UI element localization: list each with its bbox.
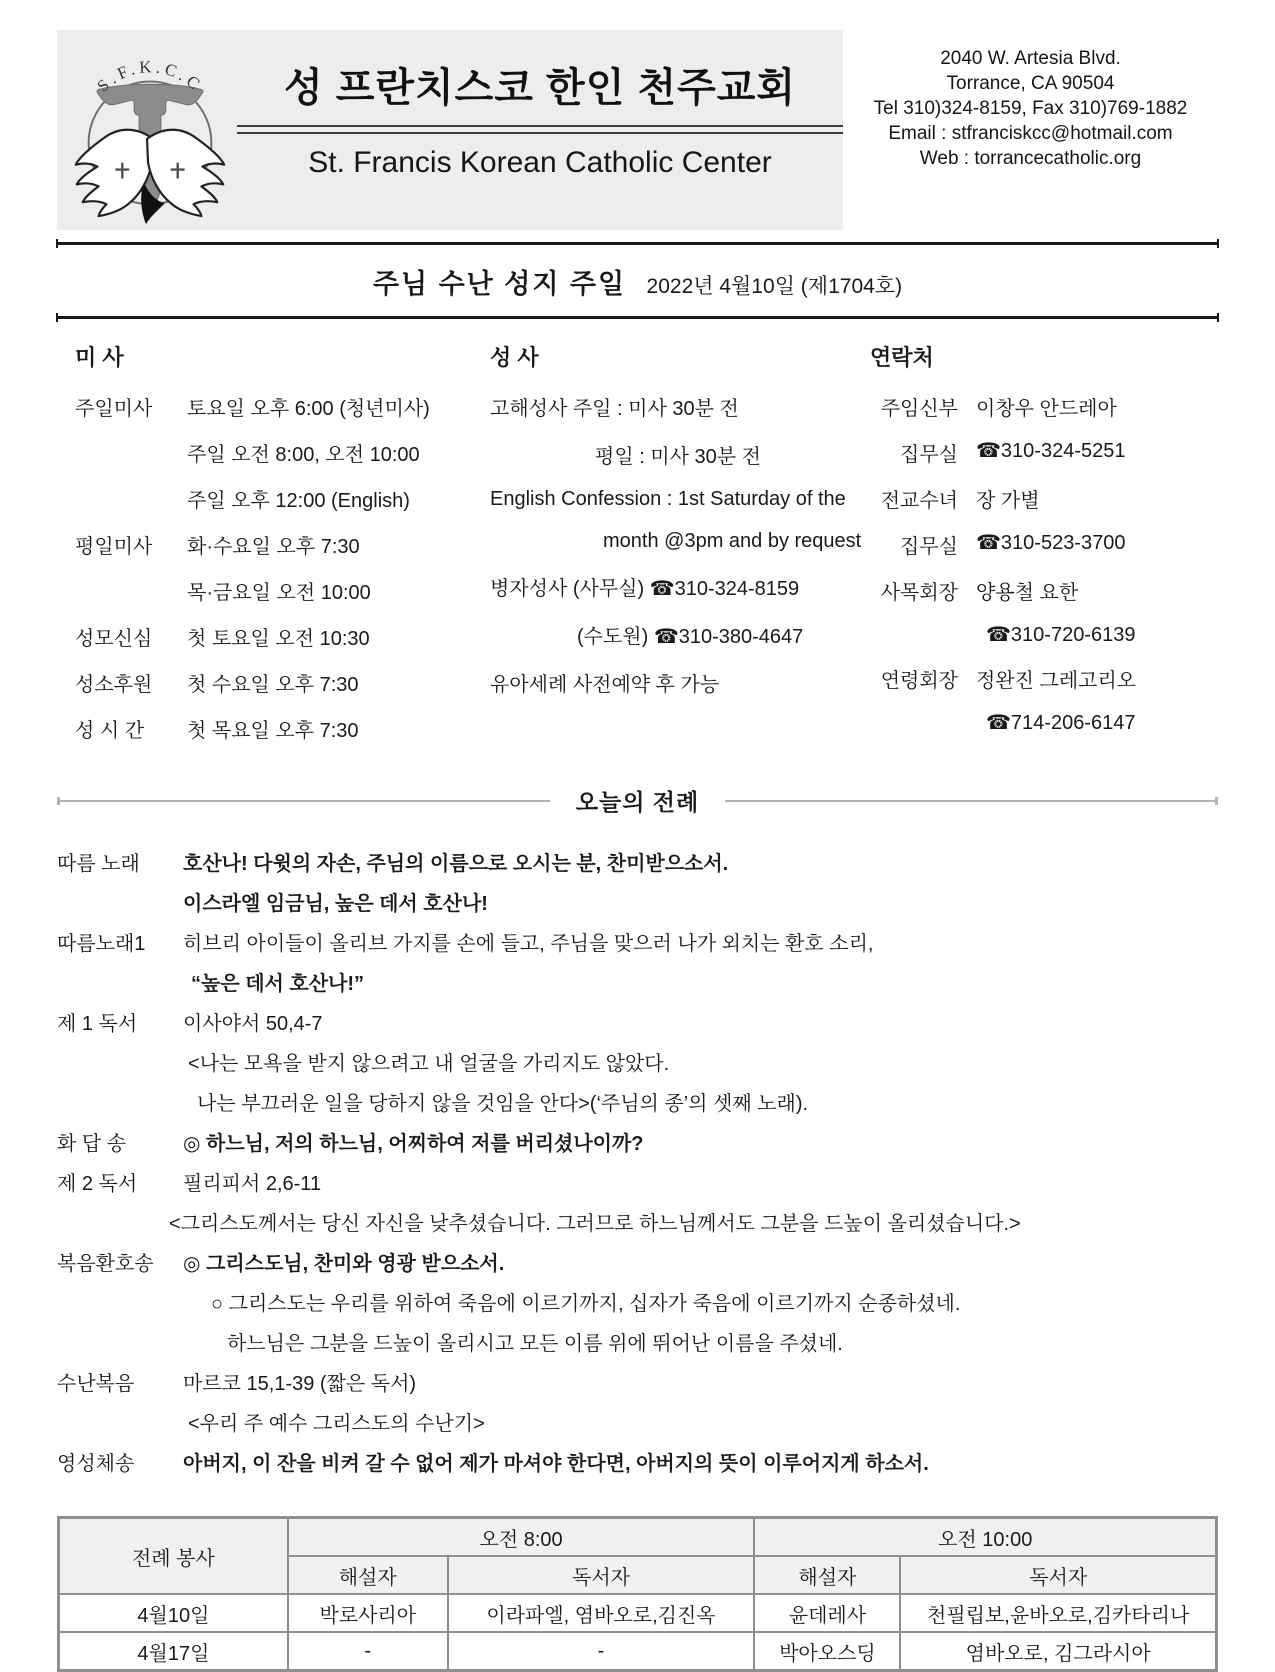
liturgy-text: 이사야서 50,4-7 xyxy=(183,1013,323,1035)
contact-role xyxy=(870,622,958,647)
liturgy-row xyxy=(57,1173,1218,1196)
mass-value: 화·수요일 오후 7:30 xyxy=(187,536,360,558)
web-line: Web : torrancecatholic.org xyxy=(919,148,1142,169)
mass-label: 평일미사 xyxy=(75,536,153,558)
liturgy-label: 따름 노래 xyxy=(57,853,140,875)
liturgy-row xyxy=(57,1133,1218,1156)
corner-header: 전례 봉사 xyxy=(59,1518,288,1595)
liturgy-text: 이스라엘 임금님, 높은 데서 호산나! xyxy=(183,893,488,915)
mass-label xyxy=(75,576,179,605)
contact-role xyxy=(870,710,958,735)
liturgy-row xyxy=(57,933,1218,956)
contact-value: 정완진 그레고리오 xyxy=(976,670,1137,692)
cell: 천필립보,윤바오로,김카타리나 xyxy=(900,1594,1216,1632)
cell: 이라파엘, 염바오로,김진옥 xyxy=(448,1594,755,1632)
mass-row xyxy=(75,622,487,651)
liturgy-label xyxy=(57,1333,183,1356)
liturgy-row xyxy=(57,1453,1218,1476)
liturgy-text: 나는 부끄러운 일을 당하지 않을 것임을 안다>(‘주님의 종’의 셋째 노래). xyxy=(197,1093,809,1115)
title-double-underline xyxy=(237,125,843,134)
liturgy-label xyxy=(57,1213,183,1236)
contacts-heading: 연락처 xyxy=(870,345,934,370)
liturgy-text: <그리스도께서는 당신 자신을 낮추셨습니다. 그러므로 하느님께서도 그분을 드높이 올리셨습니다.> xyxy=(169,1213,1021,1235)
liturgy-row xyxy=(57,1013,1218,1036)
liturgy-label xyxy=(57,1293,183,1316)
contact-value: 양용철 요한 xyxy=(976,582,1079,604)
liturgy-text: ◎ 그리스도님, 찬미와 영광 받으소서. xyxy=(183,1253,505,1275)
table-row xyxy=(59,1632,1217,1671)
contact-role: 연령회장 xyxy=(880,670,958,692)
liturgy-text: 하느님은 그분을 드높이 올리시고 모든 이름 위에 뛰어난 이름을 주셨네. xyxy=(227,1333,843,1355)
liturgy-label: 제 2 독서 xyxy=(57,1173,138,1195)
mass-row xyxy=(75,484,487,513)
liturgy-row xyxy=(57,1093,1218,1116)
mass-label xyxy=(75,484,179,513)
mass-value: 주일 오후 12:00 (English) xyxy=(187,490,410,512)
info-section xyxy=(57,337,1218,760)
liturgy-row xyxy=(57,1053,1218,1076)
liturgy-row xyxy=(57,1373,1218,1396)
church-title-korean: 성 프란치스코 한인 천주교회 xyxy=(283,66,797,110)
mass-row xyxy=(75,530,487,559)
contact-row xyxy=(870,392,1218,421)
mass-heading: 미 사 xyxy=(75,345,124,370)
mass-value: 첫 수요일 오후 7:30 xyxy=(187,674,359,696)
cell: 윤데레사 xyxy=(754,1594,900,1632)
cell: - xyxy=(288,1632,448,1671)
contact-row xyxy=(870,530,1218,559)
liturgy-text: ○ 그리스도는 우리를 위하여 죽음에 이르기까지, 십자가 죽음에 이르기까지 순종하셨네. xyxy=(211,1293,961,1315)
liturgy-label xyxy=(57,1413,183,1436)
contact-row xyxy=(870,664,1218,693)
rule-tick xyxy=(56,239,58,248)
subheader-lector: 독서자 xyxy=(448,1556,755,1594)
rule-tick xyxy=(1217,313,1219,322)
email-line: Email : stfranciskcc@hotmail.com xyxy=(888,123,1173,144)
mass-value: 목·금요일 오전 10:00 xyxy=(187,582,371,604)
mass-column xyxy=(57,337,487,760)
contact-value: ☎310-523-3700 xyxy=(976,532,1126,554)
mass-row xyxy=(75,576,487,605)
group-header-8am: 오전 8:00 xyxy=(288,1518,755,1557)
contact-role: 주임신부 xyxy=(880,398,958,420)
liturgy-label: 화 답 송 xyxy=(57,1133,127,1155)
contact-value: ☎310-720-6139 xyxy=(986,624,1136,646)
liturgy-text: 호산나! 다윗의 자손, 주님의 이름으로 오시는 분, 찬미받으소서. xyxy=(183,853,729,875)
section-divider xyxy=(57,784,1218,817)
contact-row xyxy=(870,438,1218,467)
liturgy-text: <우리 주 예수 그리스도의 수난기> xyxy=(188,1413,485,1435)
cell: 염바오로, 김그라시아 xyxy=(900,1632,1216,1671)
schedule-table xyxy=(57,1516,1218,1672)
mass-value: 첫 토요일 오전 10:30 xyxy=(187,628,370,650)
liturgy-label xyxy=(57,1053,183,1076)
contact-role: 전교수녀 xyxy=(880,490,958,512)
sacrament-line: (수도원) ☎310-380-4647 xyxy=(577,626,804,648)
mass-value: 토요일 오후 6:00 (청년미사) xyxy=(187,398,430,420)
liturgy-label xyxy=(57,893,183,916)
header-left-panel xyxy=(57,30,843,230)
sacrament-line: 병자성사 (사무실) ☎310-324-8159 xyxy=(490,578,800,600)
liturgy-row xyxy=(57,1333,1218,1356)
liturgy-section xyxy=(57,853,1218,1476)
contact-role: 집무실 xyxy=(900,536,958,558)
sacrament-line: month @3pm and by request xyxy=(603,530,862,552)
contact-row xyxy=(870,576,1218,605)
mass-label: 성 시 간 xyxy=(75,720,145,742)
liturgy-text: ◎ 하느님, 저의 하느님, 어찌하여 저를 버리셨나이까? xyxy=(183,1133,644,1155)
address-line: Torrance, CA 90504 xyxy=(946,73,1115,94)
church-title-block xyxy=(237,36,843,224)
liturgy-row xyxy=(57,1413,1218,1436)
header xyxy=(57,30,1218,230)
cell: 박아오스딩 xyxy=(754,1632,900,1671)
contact-row xyxy=(870,622,1218,647)
sacrament-line: 고해성사 주일 : 미사 30분 전 xyxy=(490,398,739,420)
bulletin-title: 주님 수난 성지 주일 xyxy=(372,269,627,299)
mass-label xyxy=(75,438,179,467)
liturgy-text: <나는 모욕을 받지 않으려고 내 얼굴을 가리지도 않았다. xyxy=(188,1053,670,1075)
liturgy-text: 필리피서 2,6-11 xyxy=(183,1173,322,1195)
liturgy-row xyxy=(57,1213,1218,1236)
subheader-commentator: 해설자 xyxy=(288,1556,448,1594)
bulletin-date-issue: 2022년 4월10일 (제1704호) xyxy=(646,275,903,298)
liturgy-heading: 오늘의 전례 xyxy=(575,789,700,815)
liturgy-label xyxy=(57,973,183,996)
liturgy-label: 수난복음 xyxy=(57,1373,135,1395)
mass-label: 성소후원 xyxy=(75,674,153,696)
rule-tick xyxy=(1217,239,1219,248)
liturgy-text: 아버지, 이 잔을 비켜 갈 수 없어 제가 마셔야 한다면, 아버지의 뜻이 이루어지게 하소서. xyxy=(183,1453,929,1475)
contact-value: ☎310-324-5251 xyxy=(976,440,1126,462)
subheader-commentator: 해설자 xyxy=(754,1556,900,1594)
liturgical-service-schedule xyxy=(57,1516,1218,1672)
church-title-english: St. Francis Korean Catholic Center xyxy=(308,146,772,179)
contact-value: ☎714-206-6147 xyxy=(986,712,1136,734)
logo-monogram: S.F.K.C.C xyxy=(93,57,207,96)
phone-fax-line: Tel 310)324-8159, Fax 310)769-1882 xyxy=(873,98,1188,119)
liturgy-text: 히브리 아이들이 올리브 가지를 손에 들고, 주님을 맞으러 나가 외치는 환호 소리, xyxy=(183,933,874,955)
sacraments-column xyxy=(487,337,862,760)
date-cell: 4월10일 xyxy=(59,1594,288,1632)
mass-value: 주일 오전 8:00, 오전 10:00 xyxy=(187,444,420,466)
mass-label: 성모신심 xyxy=(75,628,153,650)
mass-row xyxy=(75,438,487,467)
divider-line xyxy=(57,800,550,802)
liturgy-row xyxy=(57,973,1218,996)
sacrament-line: 유아세례 사전예약 후 가능 xyxy=(490,674,720,696)
liturgy-label: 영성체송 xyxy=(57,1453,135,1475)
contact-role: 사목회장 xyxy=(880,582,958,604)
liturgy-label: 제 1 독서 xyxy=(57,1013,138,1035)
mass-label: 주일미사 xyxy=(75,398,153,420)
sacrament-line: English Confession : 1st Saturday of the xyxy=(490,488,846,510)
contact-row xyxy=(870,484,1218,513)
liturgy-row xyxy=(57,1253,1218,1276)
sacrament-line: 평일 : 미사 30분 전 xyxy=(595,446,761,468)
cell: 박로사리아 xyxy=(288,1594,448,1632)
mass-row xyxy=(75,392,487,421)
liturgy-label: 복음환호송 xyxy=(57,1253,154,1275)
mass-row xyxy=(75,714,487,743)
liturgy-text: 마르코 15,1-39 (짧은 독서) xyxy=(183,1373,417,1395)
address-line: 2040 W. Artesia Blvd. xyxy=(940,48,1121,69)
contact-row xyxy=(870,710,1218,735)
masthead xyxy=(57,242,1218,319)
cell: - xyxy=(448,1632,755,1671)
group-header-10am: 오전 10:00 xyxy=(754,1518,1216,1557)
table-row xyxy=(59,1594,1217,1632)
church-address-block xyxy=(843,30,1218,230)
rule-tick xyxy=(56,313,58,322)
contacts-column xyxy=(862,337,1218,760)
mass-row xyxy=(75,668,487,697)
tau-cross-logo-icon xyxy=(65,36,235,224)
divider-line xyxy=(725,800,1218,802)
contact-value: 이창우 안드레아 xyxy=(976,398,1117,420)
date-cell: 4월17일 xyxy=(59,1632,288,1671)
table-header-row xyxy=(59,1518,1217,1557)
contact-value: 장 가별 xyxy=(976,490,1040,512)
church-logo xyxy=(65,36,237,224)
contact-role: 집무실 xyxy=(900,444,958,466)
liturgy-label: 따름노래1 xyxy=(57,933,146,955)
subheader-lector: 독서자 xyxy=(900,1556,1216,1594)
liturgy-row xyxy=(57,1293,1218,1316)
liturgy-row xyxy=(57,893,1218,916)
liturgy-row xyxy=(57,853,1218,876)
mass-value: 첫 목요일 오후 7:30 xyxy=(187,720,359,742)
sacraments-heading: 성 사 xyxy=(490,345,539,370)
liturgy-label xyxy=(57,1093,183,1116)
liturgy-text: “높은 데서 호산나!” xyxy=(191,973,365,995)
